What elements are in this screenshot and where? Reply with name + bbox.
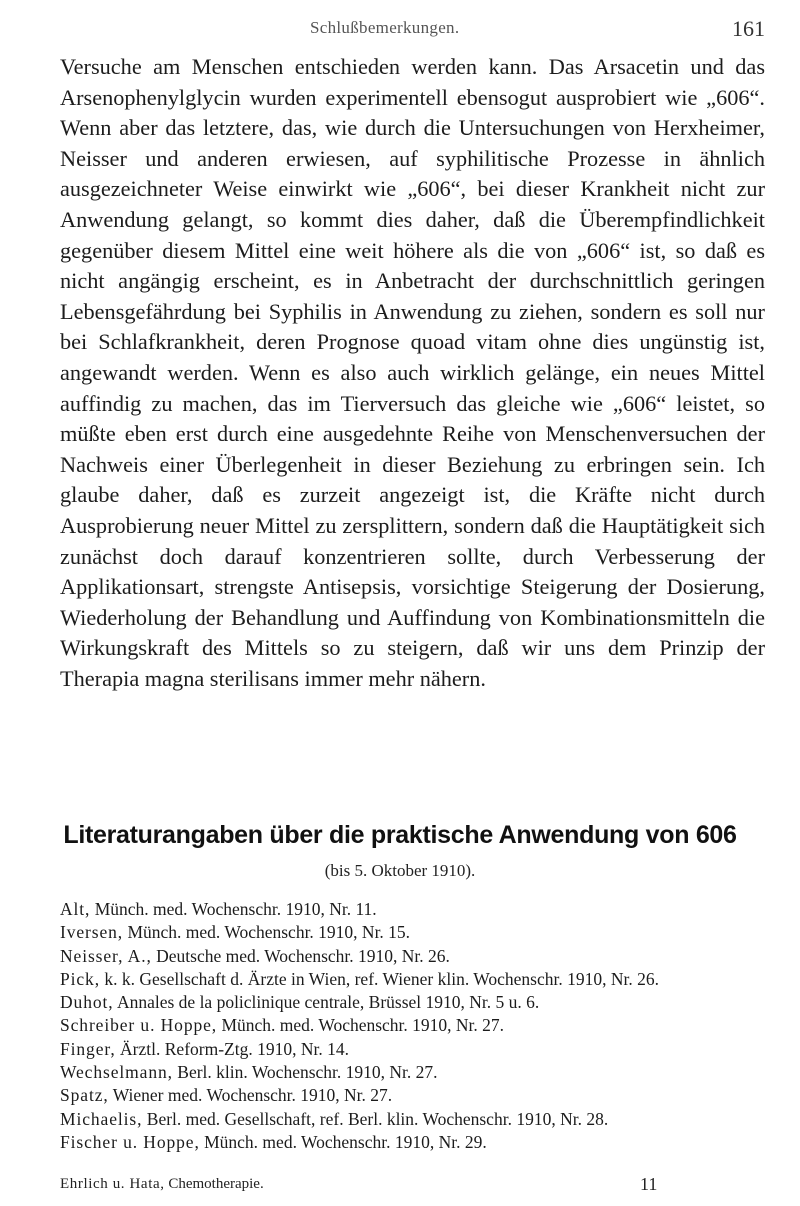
reference-source: k. k. Gesellschaft d. Ärzte in Wien, ref. Wiener klin. Wochenschr. 1910, Nr. 26.: [104, 968, 659, 989]
reference-author: Pick,: [60, 968, 100, 989]
reference-author: Finger,: [60, 1038, 116, 1059]
section-title: Literaturangaben über die praktische Anwendung von 606: [63, 821, 737, 849]
reference-item: [60, 945, 765, 968]
reference-author: Wechselmann,: [60, 1062, 173, 1083]
reference-author: Iversen,: [60, 922, 124, 943]
footer-authors: Ehrlich u. Hata,: [60, 1176, 165, 1192]
section-subtitle: (bis 5. Oktober 1910).: [324, 861, 476, 880]
reference-list: [60, 898, 765, 1154]
page-header: [60, 18, 765, 46]
reference-item: [60, 1014, 765, 1037]
reference-source: Münch. med. Wochenschr. 1910, Nr. 11.: [94, 899, 377, 919]
signature-mark: 11: [640, 1174, 658, 1194]
reference-author: Michaelis,: [60, 1108, 143, 1129]
reference-author: Alt,: [60, 899, 91, 919]
reference-item: [60, 1084, 765, 1107]
reference-source: Annales de la policlinique centrale, Brüssel 1910, Nr. 5 u. 6.: [116, 992, 540, 1013]
page-footer: [60, 1176, 765, 1200]
reference-source: Berl. klin. Wochenschr. 1910, Nr. 27.: [177, 1062, 438, 1083]
reference-author: Spatz,: [60, 1085, 109, 1106]
reference-source: Wiener med. Wochenschr. 1910, Nr. 27.: [112, 1085, 393, 1106]
reference-item: [60, 1131, 765, 1154]
reference-source: Ärztl. Reform-Ztg. 1910, Nr. 14.: [120, 1038, 349, 1059]
reference-item: [60, 921, 765, 944]
reference-author: Schreiber u. Hoppe,: [60, 1015, 218, 1036]
reference-author: Duhot,: [60, 992, 114, 1013]
footer-book-title: Chemotherapie.: [168, 1176, 264, 1192]
reference-source: Münch. med. Wochenschr. 1910, Nr. 15.: [127, 922, 411, 943]
reference-source: Münch. med. Wochenschr. 1910, Nr. 27.: [221, 1015, 505, 1036]
reference-source: Münch. med. Wochenschr. 1910, Nr. 29.: [204, 1131, 487, 1152]
reference-item: [60, 1061, 765, 1084]
reference-source: Deutsche med. Wochenschr. 1910, Nr. 26.: [156, 945, 450, 966]
running-head: Schlußbemerkungen.: [310, 18, 460, 37]
reference-author: Fischer u. Hoppe,: [60, 1131, 200, 1152]
page-number: 161: [732, 16, 765, 41]
reference-item: [60, 968, 765, 991]
body-paragraph: Versuche am Menschen entschieden werden kann. Das Arsacetin und das Arsenophenylglycin wurden experimentell ebensogut ausprobiert wie „606“. Wenn aber das letztere, das, wie durch die Untersuchungen von Herxheimer, Neisser und anderen erwiesen, auf syphilitische Prozesse in ähnlich ausgezeichneter Weise einwirkt wie „606“, bei dieser Krankheit nicht zur Anwendung gelangt, so kommt dies daher, daß die Überempfindlichkeit gegenüber diesem Mittel eine weit höhere als die von „606“ ist, so daß es nicht angängig erscheint, es in Anbetracht der durchschnittlich geringen Lebensgefährdung bei Syphilis in Anwendung zu ziehen, sondern es soll nur bei Schlafkrankheit, deren Prognose quoad vitam ohne dies ungünstig ist, angewandt werden. Wenn es also auch wirklich gelänge, ein neues Mittel auffindig zu machen, das im Tierversuch das gleiche wie „606“ leistet, so müßte eben erst durch eine ausgedehnte Reihe von Menschenversuchen der Nachweis einer Überlegenheit in dieser Beziehung zu erbringen sein. Ich glaube daher, daß es zurzeit angezeigt ist, die Kräfte nicht durch Ausprobierung neuer Mittel zu zersplittern, sondern daß die Hauptätigkeit sich zunächst doch darauf konzentrieren sollte, durch Verbesserung der Applikationsart, strengste Antisepsis, vorsichtige Steigerung der Dosierung, Wiederholung der Behandlung und Auffindung von Kombinationsmitteln die Wirkungskraft des Mittels so zu steigern, daß wir uns dem Prinzip der Therapia magna sterilisans immer mehr nähern.: [60, 54, 765, 691]
reference-item: [60, 991, 765, 1014]
reference-item: [60, 898, 765, 921]
reference-item: [60, 1108, 765, 1131]
reference-item: [60, 1038, 765, 1061]
reference-source: Berl. med. Gesellschaft, ref. Berl. klin. Wochenschr. 1910, Nr. 28.: [146, 1108, 609, 1129]
reference-author: Neisser, A.,: [60, 945, 152, 966]
